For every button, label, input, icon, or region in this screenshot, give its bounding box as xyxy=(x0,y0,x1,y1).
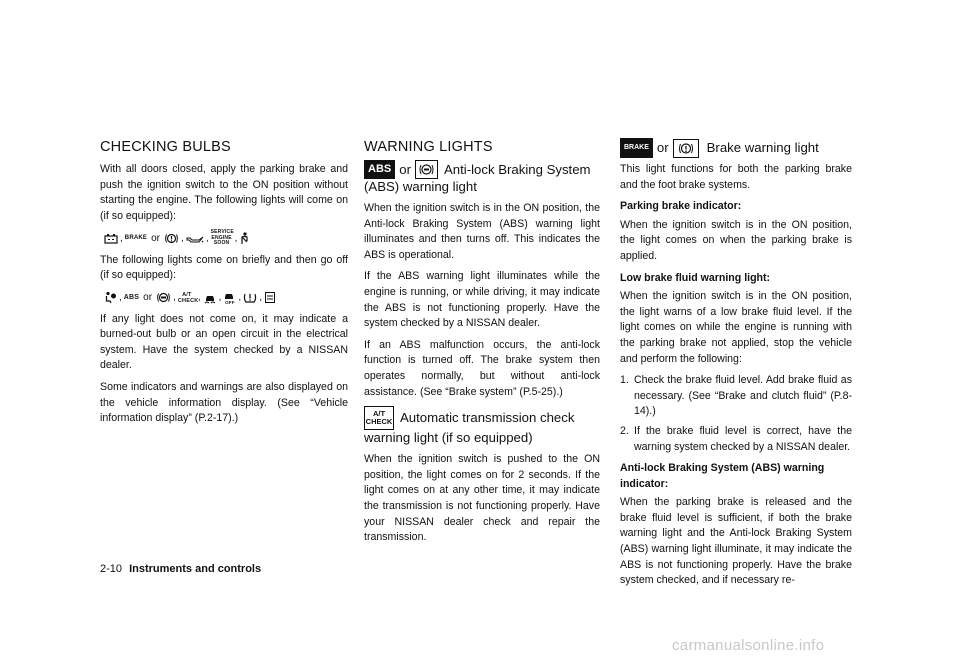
brake-warning-title-row xyxy=(620,138,852,158)
abs-circle-icon xyxy=(156,291,171,304)
at-check-p1: When the ignition switch is pushed to the ON position, the light comes on for 2 seconds. If the light comes on at any other time, it may indicate the transmission is not functioning properly. Have your NISSAN dealer check and repair the transmission. xyxy=(364,453,600,544)
abs-text-icon: ABS xyxy=(123,294,140,302)
warning-lights-heading: WARNING LIGHTS xyxy=(364,139,493,155)
abs-p2: If the ABS warning light illuminates while the engine is running, or while driving, it may indicate the ABS is not functioning properly. Have the system checked by a NISSAN dealer. xyxy=(364,270,600,330)
separator-comma: , xyxy=(234,232,238,244)
battery-icon xyxy=(104,233,118,244)
page-number: 2-10 xyxy=(100,563,123,575)
service-engine-soon-icon: SERVICE ENGINE SOON xyxy=(210,229,234,247)
at-check-title-a: Automatic transmission check xyxy=(400,410,575,426)
separator-comma: , xyxy=(120,232,123,244)
oil-pressure-icon xyxy=(186,234,204,244)
low-fluid-subheading: Low brake fluid warning light: xyxy=(620,271,771,284)
ev-system-icon xyxy=(264,291,276,304)
brake-p2: When the ignition switch is in the ON position, the light comes on when the parking brake is applied. xyxy=(620,218,852,262)
or-text: or xyxy=(399,161,411,177)
abs-p1: When the ignition switch is in the ON position, the Anti-lock Braking System (ABS) warning light illuminates and then turns off. This indicates the ABS is operational. xyxy=(364,202,600,261)
separator-comma: , xyxy=(238,292,242,304)
abs-warning-icon: ABS xyxy=(364,160,395,179)
at-check-title-b: warning light (if so equipped) xyxy=(364,430,533,446)
list-item-number: 2. xyxy=(620,424,629,437)
abs-warning-title-row xyxy=(364,160,600,179)
watermark: carmanualsonline.info xyxy=(672,637,825,654)
abs-warning-title-a: Anti-lock Braking System xyxy=(443,161,591,177)
slip-off-icon xyxy=(223,291,236,305)
checking-bulbs-briefly: The following lights come on briefly and then go off (if so equipped): xyxy=(100,253,348,282)
checking-bulbs-vid-note: Some indicators and warnings are also displayed on the vehicle information display. (See “Vehicle information display” (P.2-17).) xyxy=(100,381,348,425)
page-footer xyxy=(100,563,261,575)
separator-comma: , xyxy=(173,292,176,304)
brake-warning-title: Brake warning light xyxy=(706,140,819,155)
brake-p3: When the ignition switch is in the ON position, the light warns of a low brake fluid level. If the light comes on while the engine is running with the parking brake not applied, stop the vehicle and perform the following: xyxy=(620,290,852,365)
abs-indicator-subheading-b: indicator: xyxy=(620,477,669,490)
checking-bulbs-heading: CHECKING BULBS xyxy=(100,139,231,155)
lights-on-icon-row xyxy=(104,230,348,247)
abs-indicator-subheading-a: Anti-lock Braking System (ABS) warning xyxy=(620,462,825,475)
brake-warning-icon: BRAKE xyxy=(620,138,653,158)
list-item xyxy=(620,424,852,455)
column-warning-lights xyxy=(364,138,600,552)
checking-bulbs-intro: With all doors closed, apply the parking brake and push the ignition switch to the ON position without starting the engine. The following lights will come on (if so equipped): xyxy=(100,163,348,222)
abs-circle-icon xyxy=(415,160,438,179)
brake-circle-icon xyxy=(673,139,699,158)
separator-comma: , xyxy=(119,292,122,304)
abs-warning-title-b: (ABS) warning light xyxy=(364,179,477,194)
at-check-warning-icon xyxy=(364,406,394,430)
slip-indicator-icon xyxy=(203,292,217,304)
separator-comma: , xyxy=(259,292,262,304)
brake-p1: This light functions for both the parking brake and the foot brake systems. xyxy=(620,163,852,191)
at-icon-top: A/T xyxy=(372,409,386,419)
list-item xyxy=(620,373,852,420)
separator-comma: , xyxy=(197,292,201,304)
separator-comma: , xyxy=(181,232,184,244)
brake-circle-icon xyxy=(164,232,179,245)
column-checking-bulbs xyxy=(100,138,348,433)
at-check-icon: A/T CHECK xyxy=(177,291,199,304)
seat-belt-icon xyxy=(239,232,250,245)
checking-bulbs-not-on: If any light does not come on, it may indicate a burned-out bulb or an open circuit in the electrical system. Have the system checked by a NISSAN dealer. xyxy=(100,312,348,372)
at-check-title-row xyxy=(364,406,600,430)
lights-briefly-icon-row xyxy=(104,290,348,306)
or-text: or xyxy=(143,292,153,304)
section-title: Instruments and controls xyxy=(129,563,262,575)
off-label: OFF xyxy=(225,299,235,305)
airbag-icon xyxy=(104,291,117,304)
tire-pressure-icon xyxy=(243,291,257,304)
parking-brake-subheading: Parking brake indicator: xyxy=(620,200,742,213)
brake-p4: When the parking brake is released and the brake fluid level is sufficient, if both the brake warning light and the Anti-lock Braking System (ABS) warning light illuminate, it may indicate the ABS is not functioning properly. Have the brake system checked, and if necessary re- xyxy=(620,496,852,587)
abs-p3: If an ABS malfunction occurs, the anti-lock function is turned off. The brake system then operates normally, but without anti-lock assistance. (See “Brake system” (P.5-25).) xyxy=(364,338,600,398)
or-text: or xyxy=(151,232,161,244)
list-item-number: 1. xyxy=(620,374,629,387)
brake-steps-list xyxy=(620,373,852,455)
separator-comma: , xyxy=(205,232,209,244)
list-item-text: Check the brake fluid level. Add brake fluid as necessary. (See “Brake and clutch fluid” (P.8-14).) xyxy=(634,374,852,418)
list-item-text: If the brake fluid level is correct, have the warning system checked by a NISSAN dealer. xyxy=(634,424,852,453)
separator-comma: , xyxy=(218,292,222,304)
at-icon-bottom: CHECK xyxy=(365,417,393,427)
or-text: or xyxy=(656,140,669,155)
column-brake-warning xyxy=(620,138,852,595)
brake-text-icon: BRAKE xyxy=(124,234,148,241)
